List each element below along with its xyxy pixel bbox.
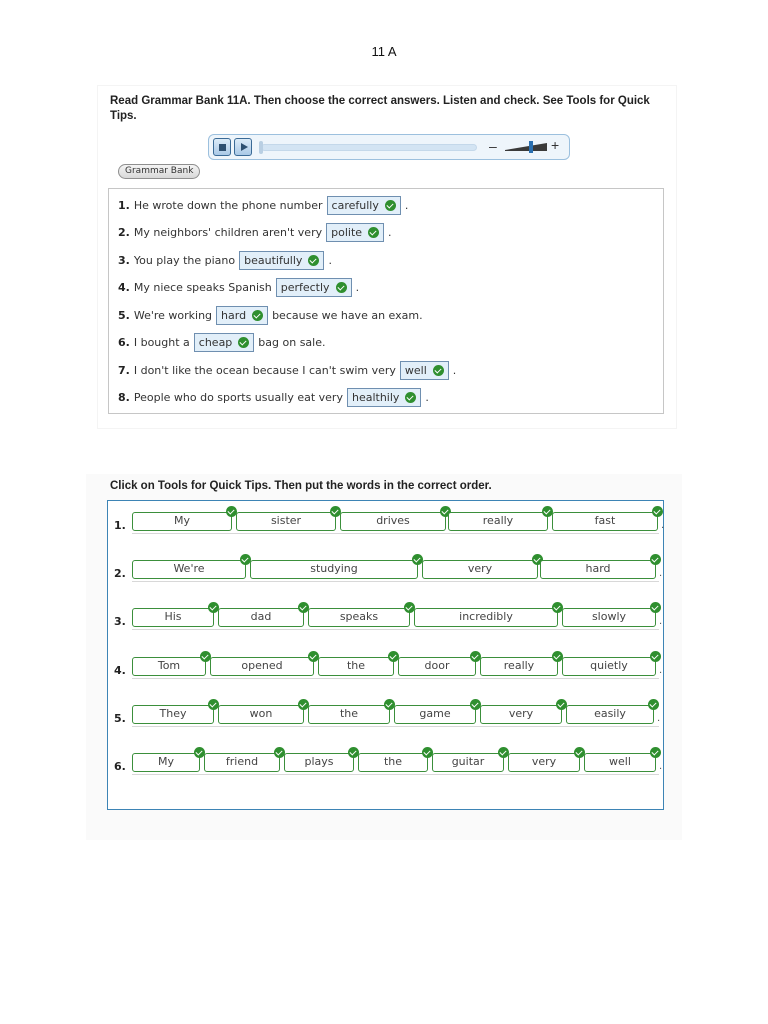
volume-minus[interactable]: – <box>489 138 497 154</box>
word-order-row <box>108 603 663 633</box>
question-number: 8. <box>118 391 130 404</box>
question-row <box>118 195 408 215</box>
word-tile[interactable]: slowly <box>562 608 656 627</box>
answer-value: cheap <box>198 336 233 349</box>
word-tile[interactable]: really <box>448 512 548 531</box>
word-tile[interactable]: friend <box>204 753 280 772</box>
exercise-2-panel <box>86 474 682 840</box>
word-tile[interactable]: very <box>508 753 580 772</box>
end-period: . <box>659 616 663 628</box>
answer-value: well <box>404 363 427 377</box>
check-icon <box>652 506 663 517</box>
progress-handle[interactable] <box>259 141 263 154</box>
question-row <box>118 333 326 353</box>
row-number: 2. <box>114 567 126 581</box>
answer-value: healthily <box>351 391 400 404</box>
answer-line <box>132 629 659 630</box>
check-icon <box>385 200 396 211</box>
word-tile[interactable]: His <box>132 608 214 627</box>
question-number: 6. <box>118 336 130 349</box>
word-order-row <box>108 748 663 778</box>
answer-dropdown[interactable] <box>347 388 421 407</box>
word-tile[interactable]: well <box>584 753 656 772</box>
answer-value: polite <box>331 226 363 239</box>
exercise-2-instruction: Click on Tools for Quick Tips. Then put the words in the correct order. <box>110 480 492 492</box>
check-icon <box>650 602 661 613</box>
question-text-after: because we have an exam. <box>272 308 423 322</box>
question-number: 1. <box>118 198 130 212</box>
stop-button[interactable] <box>213 138 231 156</box>
check-icon <box>336 282 347 293</box>
end-period: . <box>659 664 663 676</box>
answer-line <box>132 533 659 534</box>
question-text: You play the piano <box>133 253 236 267</box>
question-text-after: . <box>452 363 457 377</box>
question-text-after: . <box>328 253 332 267</box>
question-text: I don't like the ocean because I can't swim very <box>133 363 396 377</box>
word-tile[interactable]: the <box>358 753 428 772</box>
answer-dropdown[interactable] <box>326 223 384 242</box>
volume-plus[interactable]: + <box>551 137 560 153</box>
word-tile[interactable]: hard <box>540 560 656 579</box>
play-icon <box>241 143 248 151</box>
word-tile[interactable]: They <box>132 705 214 724</box>
question-text-after: . <box>388 226 392 239</box>
question-text: He wrote down the phone number <box>133 198 323 212</box>
word-tile[interactable]: game <box>394 705 476 724</box>
check-icon <box>433 365 444 376</box>
word-tile[interactable]: really <box>480 657 558 676</box>
word-tile[interactable]: sister <box>236 512 336 531</box>
word-tile[interactable]: opened <box>210 657 314 676</box>
question-number: 3. <box>118 253 130 267</box>
answer-dropdown[interactable] <box>276 278 352 297</box>
question-row <box>118 223 392 243</box>
question-number: 2. <box>118 226 130 239</box>
question-number: 5. <box>118 308 130 322</box>
word-tile[interactable]: incredibly <box>414 608 558 627</box>
row-number: 3. <box>114 615 126 629</box>
question-text: We're working <box>133 308 213 322</box>
word-order-row <box>108 555 663 585</box>
word-order-box <box>107 500 664 810</box>
check-icon <box>308 255 319 266</box>
word-tile[interactable]: door <box>398 657 476 676</box>
question-number: 4. <box>118 281 130 294</box>
word-tile[interactable]: won <box>218 705 304 724</box>
check-icon <box>252 310 263 321</box>
row-number: 6. <box>114 760 126 773</box>
answer-dropdown[interactable] <box>216 306 268 325</box>
word-tile[interactable]: the <box>318 657 394 676</box>
question-text-after: bag on sale. <box>258 336 326 349</box>
question-text: I bought a <box>133 336 190 349</box>
check-icon <box>238 337 249 348</box>
check-icon <box>368 227 379 238</box>
answer-line <box>132 581 659 582</box>
question-row <box>118 250 332 270</box>
word-tile[interactable]: easily <box>566 705 654 724</box>
word-tile[interactable]: drives <box>340 512 446 531</box>
question-row <box>118 360 456 380</box>
word-order-row <box>108 700 663 730</box>
answer-value: hard <box>221 308 247 322</box>
row-number: 5. <box>114 711 126 725</box>
audio-progress-bar[interactable] <box>261 144 477 151</box>
exercise-1-panel <box>98 86 676 428</box>
answer-line <box>132 678 659 679</box>
answer-line <box>132 774 659 775</box>
word-tile[interactable]: My <box>132 753 200 772</box>
word-tile[interactable]: plays <box>284 753 354 772</box>
row-number: 4. <box>114 663 126 677</box>
page-title: 11 A <box>371 44 397 59</box>
volume-slider[interactable] <box>505 141 549 153</box>
word-tile[interactable]: fast <box>552 512 658 531</box>
exercise-1-instruction: Read Grammar Bank 11A. Then choose the correct answers. Listen and check. See Tools for Quick Tips. <box>110 95 650 122</box>
play-button[interactable] <box>234 138 252 156</box>
check-icon <box>650 651 661 662</box>
word-tile[interactable]: speaks <box>308 608 410 627</box>
answer-value: beautifully <box>244 253 303 267</box>
question-number: 7. <box>118 363 130 377</box>
word-tile[interactable]: Tom <box>132 657 206 676</box>
answer-line <box>132 726 659 727</box>
row-number: 1. <box>114 519 126 532</box>
check-icon <box>650 554 661 565</box>
answer-dropdown[interactable] <box>327 196 401 215</box>
check-icon <box>650 747 661 758</box>
question-text-after: . <box>425 391 429 404</box>
word-tile[interactable]: We're <box>132 560 246 579</box>
question-text-after: . <box>404 198 409 212</box>
answer-dropdown[interactable] <box>194 333 255 352</box>
word-tile[interactable]: studying <box>250 560 418 579</box>
question-row <box>118 388 429 408</box>
word-order-row <box>108 507 663 537</box>
end-period: . <box>657 712 661 724</box>
answer-dropdown[interactable] <box>239 251 324 270</box>
question-text: My niece speaks Spanish <box>133 281 272 294</box>
end-period: . <box>659 568 663 580</box>
question-text: People who do sports usually eat very <box>133 391 343 404</box>
check-icon <box>405 392 416 403</box>
questions-box <box>108 188 664 414</box>
word-order-row <box>108 652 663 682</box>
stop-icon <box>219 144 226 151</box>
question-text-after: . <box>355 281 360 294</box>
word-tile[interactable]: very <box>480 705 562 724</box>
question-row <box>118 278 359 298</box>
word-tile[interactable]: My <box>132 512 232 531</box>
answer-dropdown[interactable] <box>400 361 449 380</box>
end-period: . <box>659 761 663 772</box>
question-text: My neighbors' children aren't very <box>133 226 323 239</box>
word-tile[interactable]: quietly <box>562 657 656 676</box>
grammar-bank-button[interactable]: Grammar Bank <box>118 164 200 179</box>
audio-player <box>208 134 570 160</box>
question-row <box>118 305 423 325</box>
word-tile[interactable]: very <box>422 560 538 579</box>
word-tile[interactable]: guitar <box>432 753 504 772</box>
answer-value: carefully <box>331 198 379 212</box>
word-tile[interactable]: the <box>308 705 390 724</box>
answer-value: perfectly <box>280 281 330 294</box>
end-period: . <box>661 520 665 531</box>
word-tile[interactable]: dad <box>218 608 304 627</box>
check-icon <box>648 699 659 710</box>
